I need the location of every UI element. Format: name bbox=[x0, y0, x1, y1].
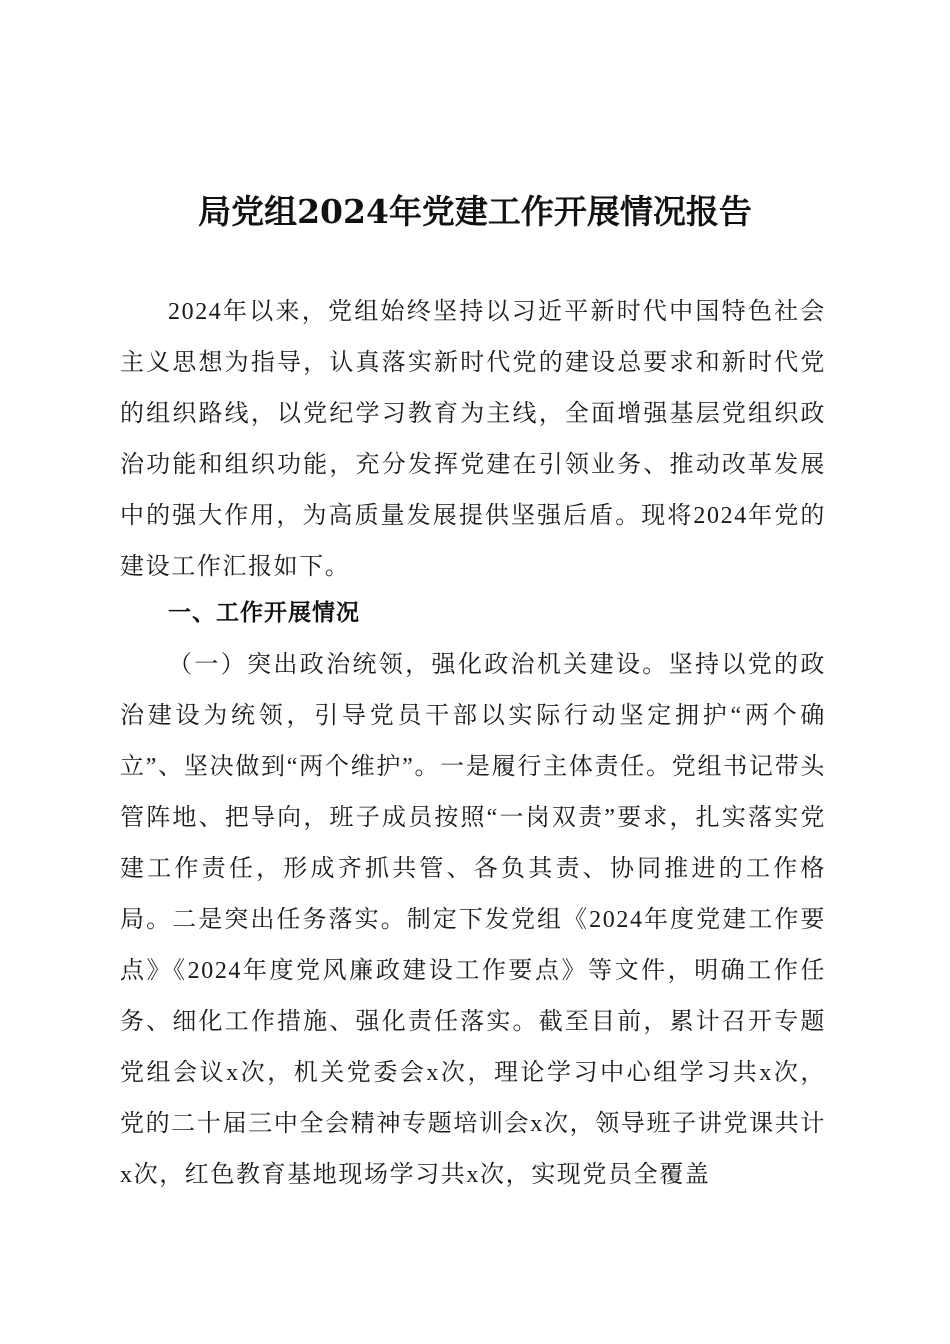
intro-paragraph: 2024年以来，党组始终坚持以习近平新时代中国特色社会主义思想为指导，认真落实新时代党的建设总要求和新时代党的组织路线，以党纪学习教育为主线，全面增强基层党组织政治功能和组织功能，充分发挥党建在引领业务、推动改革发展中的强大作用，为高质量发展提供坚强后盾。现将2024年党的建设工作汇报如下。 bbox=[120, 299, 826, 580]
section-heading-work-progress: 一、工作开展情况 bbox=[168, 600, 360, 626]
document-title: 局党组2024年党建工作开展情况报告 bbox=[198, 192, 752, 231]
section-1-paragraph: （一）突出政治统领，强化政治机关建设。坚持以党的政治建设为统领，引导党员干部以实际行动坚定拥护“两个确立”、坚决做到“两个维护”。一是履行主体责任。党组书记带头管阵地、把导向，班子成员按照“一岗双责”要求，扎实落实党建工作责任，形成齐抓共管、各负其责、协同推进的工作格局。二是突出任务落实。制定下发党组《2024年度党建工作要点》《2024年度党风廉政建设工作要点》等文件，明确工作任务、细化工作措施、强化责任落实。截至目前，累计召开专题党组会议x次，机关党委会x次，理论学习中心组学习共x次，党的二十届三中全会精神专题培训会x次，领导班子讲党课共计x次，红色教育基地现场学习共x次，实现党员全覆盖 bbox=[120, 652, 826, 1188]
